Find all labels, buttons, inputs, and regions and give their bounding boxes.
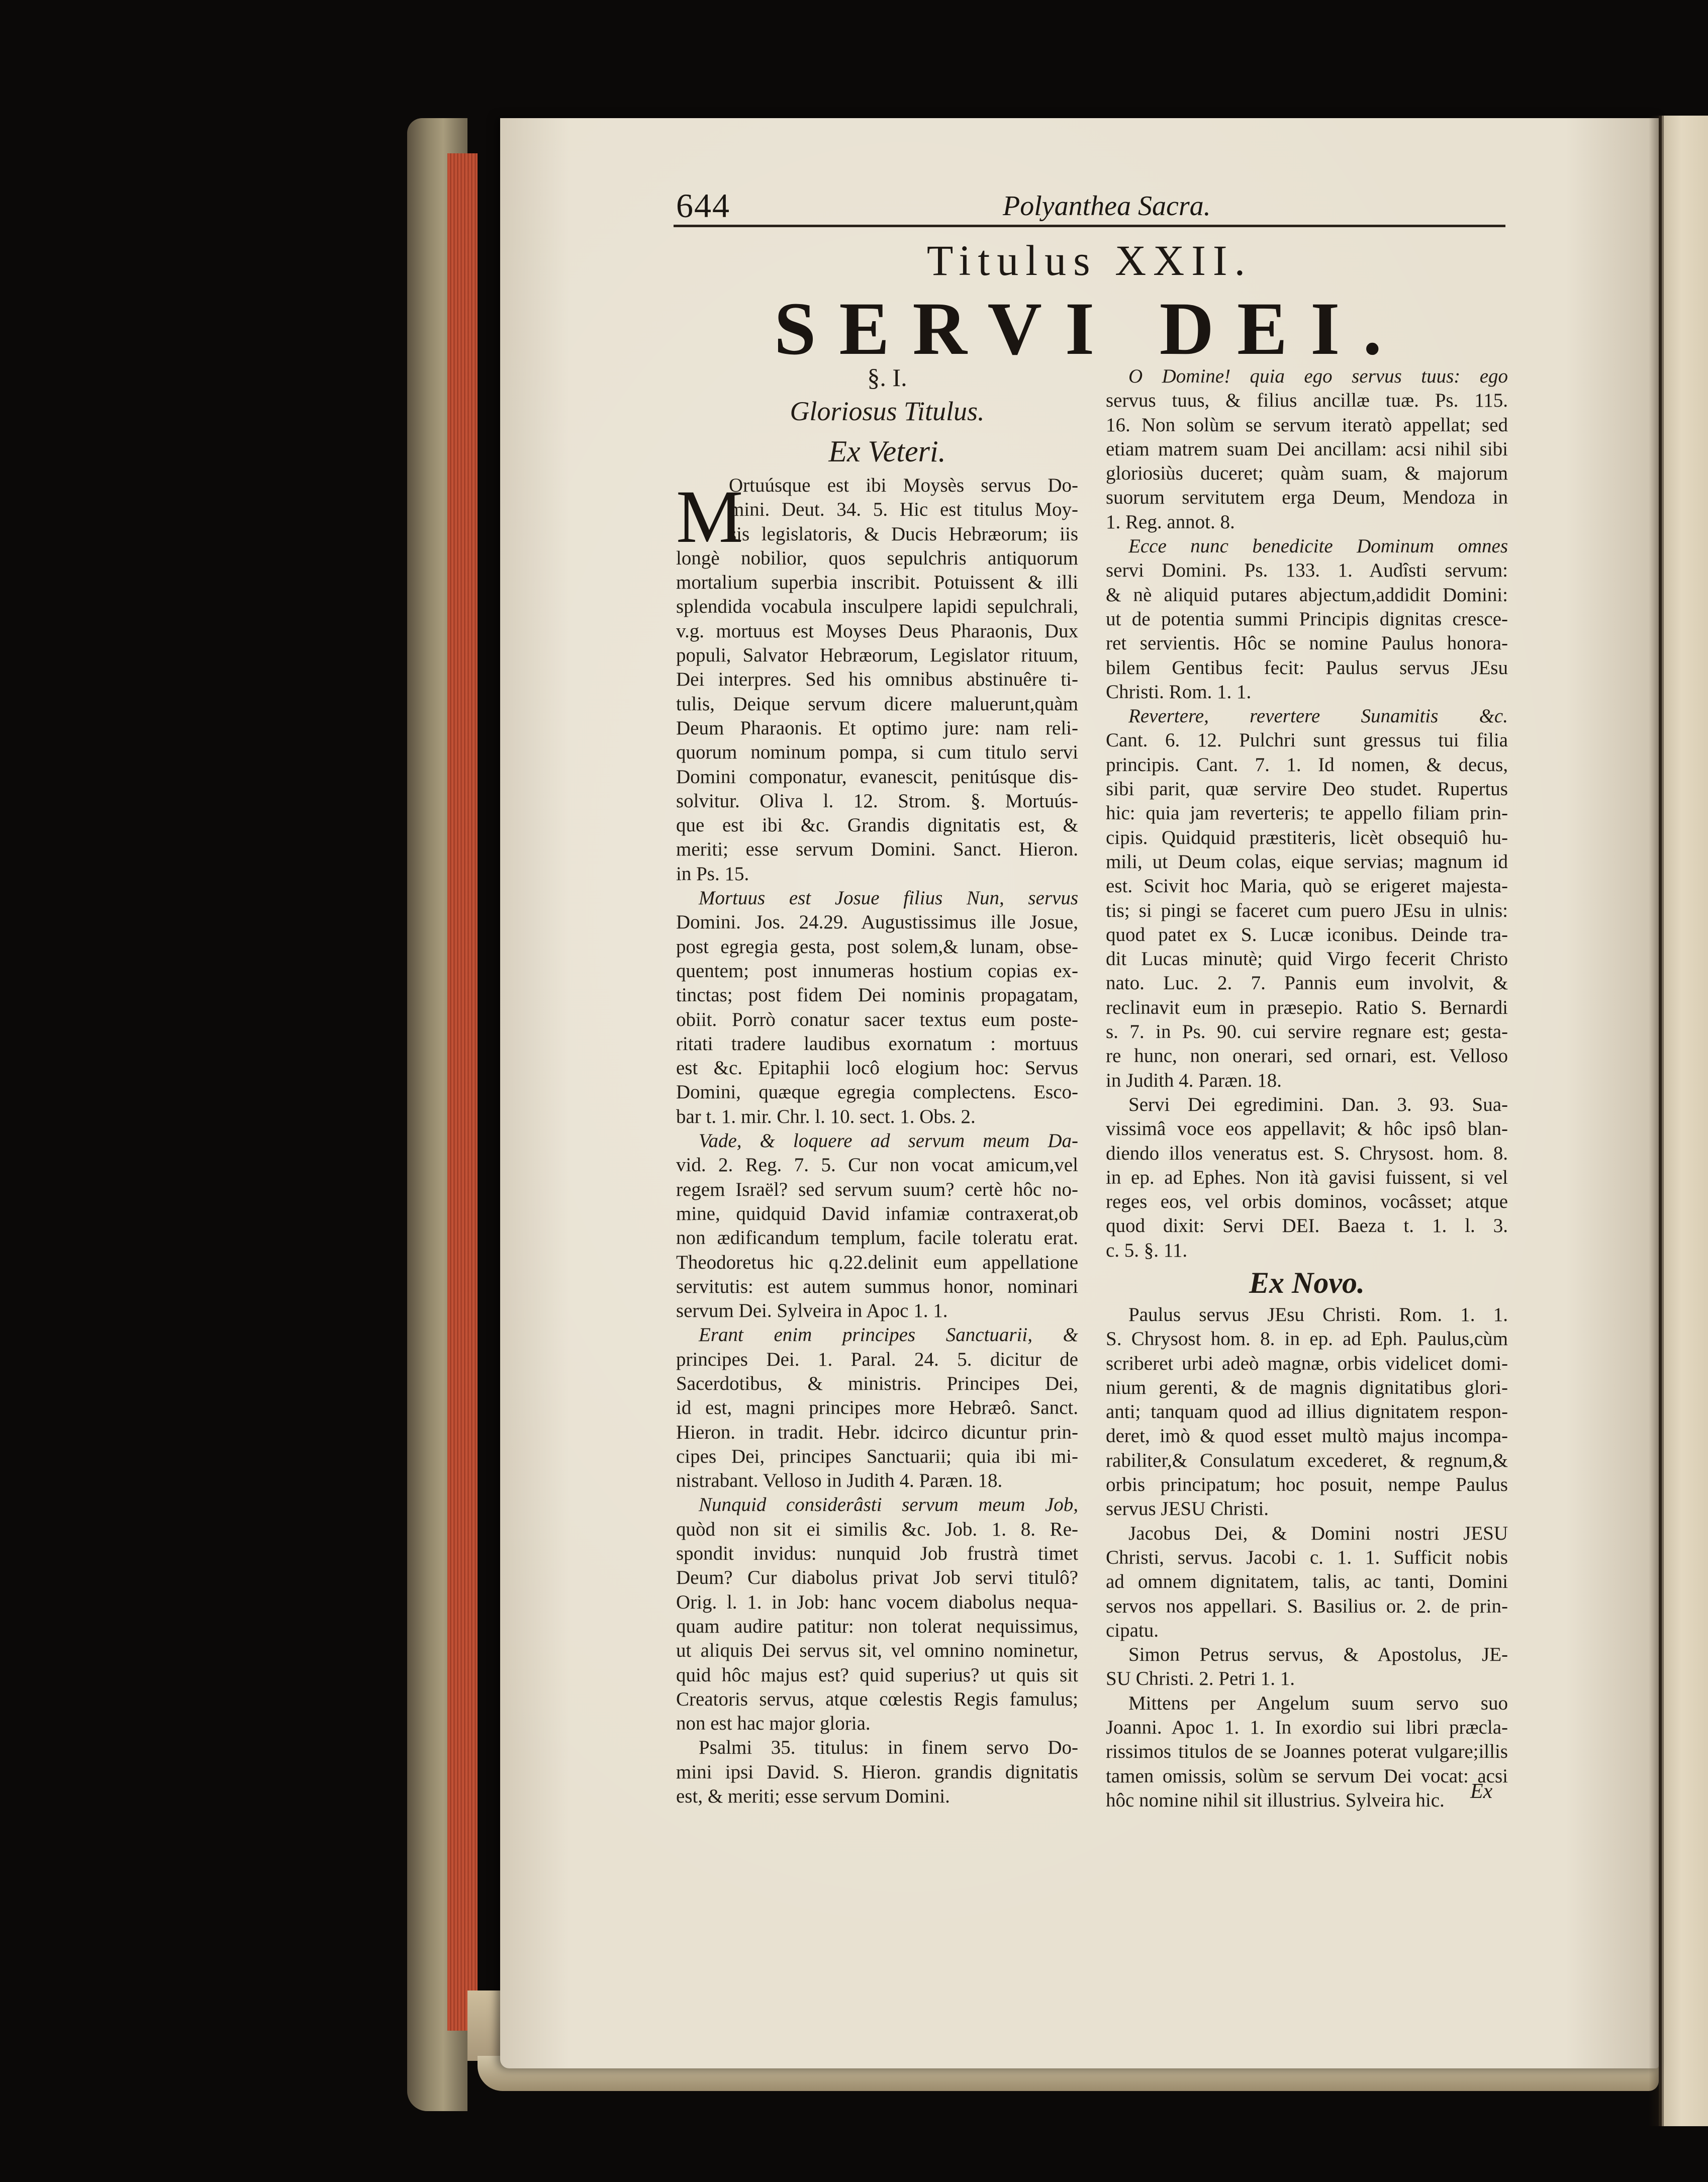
subheading-old-testament: Ex Veteri.	[828, 435, 946, 468]
text-line: mortalium superbia inscribit. Potuissent & illi	[676, 572, 1078, 594]
text-line: tulis, Deique servum dicere maluerunt,quàm	[676, 693, 1078, 715]
drop-cap: M	[676, 475, 743, 558]
text-line: servus tuus, & filius ancillæ tuæ. Ps. 115.	[1106, 390, 1508, 412]
text-line: mini. Deut. 34. 5. Hic est titulus Moy-	[729, 499, 1078, 521]
text-line: quorum nominum pompa, si cum titulo servi	[676, 741, 1078, 764]
text-line: non est hac major gloria.	[676, 1713, 871, 1735]
text-line: 1. Reg. annot. 8.	[1106, 511, 1235, 533]
text-line: meriti; esse servum Domini. Sanct. Hieron.	[676, 838, 1078, 861]
text-line: non ædificandum templum, facile toleratu erat.	[676, 1227, 1078, 1249]
text-line: in Judith 4. Paræn. 18.	[1106, 1069, 1282, 1091]
text-line: mine, quidquid David infamiæ contraxerat,ob	[676, 1202, 1078, 1224]
subheading-new-testament: Ex Novo.	[1249, 1266, 1365, 1299]
titulus-heading: Titulus XXII.	[926, 236, 1253, 284]
section-number: §. I.	[867, 363, 907, 392]
text-line: reclinavit eum in præsepio. Ratio S. Bernardi	[1106, 996, 1508, 1018]
text-line: Hieron. in tradit. Hebr. idcirco dicuntur prin-	[676, 1421, 1078, 1443]
text-line: hôc nomine nihil sit illustrius. Sylveira hic.	[1106, 1789, 1445, 1811]
text-line: spondit invidus: nunquid Job frustrà timet	[676, 1543, 1078, 1565]
text-line: Domini componatur, evanescit, penitúsque dis-	[676, 766, 1078, 788]
text-line: Theodoretus hic q.22.delinit eum appellatione	[676, 1251, 1078, 1273]
text-line: orbis principatum; hoc posuit, nempe Paulus	[1106, 1474, 1508, 1496]
text-line: cipis. Quidquid præstiteris, licèt obsequiô hu-	[1106, 826, 1508, 848]
text-line: 16. Non solùm se servum iteratò appellat; sed	[1106, 414, 1508, 436]
running-title: Polyanthea Sacra.	[1003, 191, 1211, 222]
section-title: Gloriosus Titulus.	[790, 396, 985, 426]
text-line: regem Israël? sed servum suum? certè hôc no-	[676, 1178, 1078, 1200]
text-line: tinctas; post fidem Dei nominis propagatam,	[676, 984, 1078, 1006]
facing-page	[1659, 116, 1708, 2126]
text-line: & nè aliquid putares abjectum,addidit Domini:	[1106, 584, 1508, 606]
text-line: Simon Petrus servus, & Apostolus, JE-	[1128, 1644, 1508, 1666]
page-edges-red	[447, 153, 478, 2031]
text-line: ut de potentia summi Principis dignitas cresce-	[1106, 608, 1508, 630]
text-line: cipes Dei, principes Sanctuarii; quia ibi mi-	[676, 1445, 1078, 1467]
left-column	[676, 362, 1078, 1809]
text-line: Orig. l. 1. in Job: hanc vocem diabolus nequa-	[676, 1591, 1078, 1613]
text-line: Ortuúsque est ibi Moysès servus Do-	[729, 475, 1078, 496]
text-line: Domini. Jos. 24.29. Augustissimus ille Josue,	[676, 911, 1078, 933]
text-line: hic: quia jam reverteris; te appello filiam prin-	[1106, 802, 1508, 824]
text-line: servum Dei. Sylveira in Apoc 1. 1.	[676, 1300, 948, 1322]
text-line: ritati tradere laudibus exornatum : mortuus	[676, 1032, 1078, 1055]
text-line: quod dixit: Servi DEI. Baeza t. 1. l. 3.	[1106, 1215, 1508, 1237]
text-line: mili, ut Deum colas, eique servias; magnum id	[1106, 850, 1508, 873]
text-line: que est ibi &c. Grandis dignitatis est, &	[676, 814, 1078, 836]
text-line: Cant. 6. 12. Pulchri sunt gressus tui filia	[1106, 729, 1508, 751]
right-column-text-a	[1106, 364, 1508, 1263]
text-line: c. 5. §. 11.	[1106, 1239, 1188, 1261]
text-line: servitutis: est autem summus honor, nominari	[676, 1275, 1078, 1297]
text-line: quid hôc majus est? quid superius? ut quis sit	[676, 1664, 1078, 1686]
main-title: SERVI DEI.	[774, 287, 1405, 370]
text-line: populi, Salvator Hebræorum, Legislator rituum,	[676, 644, 1078, 667]
text-line: quod patet ex S. Lucæ iconibus. Deinde tra-	[1106, 923, 1508, 945]
gutter-shadow	[1649, 116, 1664, 2126]
text-line: principes Dei. 1. Paral. 24. 5. dicitur de	[676, 1348, 1078, 1370]
text-line: anti; tanquam quod ad illius dignitatem respon-	[1106, 1401, 1508, 1423]
text-line: Psalmi 35. titulus: in finem servo Do-	[699, 1737, 1078, 1759]
text-line: servos nos appellari. S. Basilius or. 2. de prin-	[1106, 1595, 1508, 1617]
text-line: Nunquid considerâsti servum meum Job,	[699, 1494, 1078, 1516]
text-line: Deum? Cur diabolus privat Job servi titulô?	[676, 1567, 1078, 1589]
text-line: quentem; post innumeras hostium copias ex-	[676, 960, 1078, 982]
text-line: etiam matrem suam Dei ancillam: acsi nihil sibi	[1106, 438, 1508, 460]
text-line: Mittens per Angelum suum servo suo	[1128, 1692, 1508, 1714]
text-line: servi Domini. Ps. 133. 1. Audîsti servum:	[1106, 559, 1508, 582]
page-number: 644	[676, 186, 730, 225]
text-line: in ep. ad Ephes. Non ità gavisi fuissent, si vel	[1106, 1166, 1508, 1188]
text-line: bar t. 1. mir. Chr. l. 10. sect. 1. Obs. 2.	[676, 1105, 976, 1127]
text-line: est, & meriti; esse servum Domini.	[676, 1785, 950, 1808]
text-line: cipatu.	[1106, 1619, 1159, 1641]
text-line: Jacobus Dei, & Domini nostri JESU	[1128, 1522, 1508, 1544]
text-line: deret, imò & quod esset multò majus incompa-	[1106, 1425, 1508, 1447]
text-line: ut aliquis Dei servus sit, vel omnino nominetur,	[676, 1640, 1078, 1662]
text-line: post egregia gesta, post solem,& lunam, obse-	[676, 935, 1078, 958]
text-line: nistrabant. Velloso in Judith 4. Paræn. 18.	[676, 1470, 1003, 1492]
text-line: nato. Luc. 2. 7. Pannis eum involvit, &	[1106, 972, 1508, 994]
text-line: ad omnem dignitatem, talis, ac tanti, Domini	[1106, 1571, 1508, 1593]
text-line: Deum Pharaonis. Et optimo jure: nam reli-	[676, 717, 1078, 739]
text-line: Ecce nunc benedicite Dominum omnes	[1128, 535, 1508, 557]
text-line: id est, magni principes more Hebræô. Sanct.	[676, 1397, 1078, 1419]
right-column-text-b	[1106, 1303, 1508, 1813]
text-line: v.g. mortuus est Moyses Deus Pharaonis, Dux	[676, 620, 1078, 642]
text-line: Christi, servus. Jacobi c. 1. 1. Sufficit nobis	[1106, 1546, 1508, 1568]
text-line: Dei interpres. Sed his omnibus abstinuêre ti-	[676, 669, 1078, 691]
text-line: sibi parit, quæ servire Deo studet. Rupertus	[1106, 778, 1508, 800]
text-line: Paulus servus JEsu Christi. Rom. 1. 1.	[1128, 1303, 1508, 1325]
catchword: Ex	[1470, 1780, 1493, 1803]
text-line: re hunc, non onerari, sed ornari, est. Velloso	[1106, 1045, 1508, 1067]
text-line: Mortuus est Josue filius Nun, servus	[699, 887, 1078, 909]
text-line: vid. 2. Reg. 7. 5. Cur non vocat amicum,vel	[676, 1154, 1078, 1176]
text-line: est. Scivit hoc Maria, quò se erigeret majesta-	[1106, 875, 1508, 897]
text-line: obiit. Porrò conatur sacer textus eum poste-	[676, 1008, 1078, 1030]
text-line: rabiliter,& Consulatum excederet, & regnum,&	[1106, 1449, 1508, 1471]
text-line: S. Chrysost hom. 8. in ep. ad Eph. Paulus,cùm	[1106, 1328, 1508, 1350]
text-line: tis; si pingi se faceret cum puero JEsu in ulnis:	[1106, 899, 1508, 921]
text-line: servus JESU Christi.	[1106, 1498, 1269, 1520]
text-line: SU Christi. 2. Petri 1. 1.	[1106, 1668, 1295, 1690]
text-line: ret servientis. Hôc se nomine Paulus honora-	[1106, 632, 1508, 654]
text-line: quam audire patitur: non tolerat nequissimus,	[676, 1615, 1078, 1637]
text-line: scriberet urbi adeò magnæ, orbis videlicet domi-	[1106, 1352, 1508, 1374]
text-line: Christi. Rom. 1. 1.	[1106, 681, 1252, 703]
text-line: est &c. Epitaphii locô elogium hoc: Servus	[676, 1057, 1078, 1079]
text-line: in Ps. 15.	[676, 863, 749, 885]
text-line: principis. Cant. 7. 1. Id nomen, & decus,	[1106, 753, 1508, 776]
text-line: O Domine! quia ego servus tuus: ego	[1128, 365, 1508, 387]
text-line: nium gerenti, & de magnis dignitatibus glori-	[1106, 1376, 1508, 1398]
text-line: Erant enim principes Sanctuarii, &	[699, 1324, 1078, 1346]
text-line: sis legislatoris, & Ducis Hebræorum; iis	[729, 523, 1078, 545]
text-line: splendida vocabula insculpere lapidi sepulchrali,	[676, 596, 1078, 618]
text-line: suorum servitutem erga Deum, Mendoza in	[1106, 487, 1508, 509]
text-line: Vade, & loquere ad servum meum Da-	[699, 1130, 1078, 1152]
text-line: longè nobilior, quos sepulchris antiquorum	[676, 547, 1078, 569]
text-line: bilem Gentibus fecit: Paulus servus JEsu	[1106, 656, 1508, 679]
text-line: vissimâ voce eos appellavit; & hôc ipsô blan-	[1106, 1118, 1508, 1140]
text-line: solvitur. Oliva l. 12. Strom. §. Mortuús-	[676, 790, 1078, 812]
header-rule	[674, 225, 1505, 227]
text-line: Domini, quæque egregia complectens. Esco-	[676, 1081, 1078, 1103]
text-line: diendo illos veneratus est. S. Chrysost. hom. 8.	[1106, 1142, 1508, 1164]
text-line: dit Lucas minutè; quid Virgo fecerit Christo	[1106, 948, 1508, 970]
text-line: Servi Dei egredimini. Dan. 3. 93. Sua-	[1128, 1093, 1508, 1115]
text-line: Joanni. Apoc 1. 1. In exordio sui libri præcla-	[1106, 1717, 1508, 1739]
text-line: Creatoris servus, atque cœlestis Regis famulus;	[676, 1688, 1078, 1710]
text-line: Sacerdotibus, & ministris. Principes Dei,	[676, 1372, 1078, 1394]
text-line: gloriosiùs duceret; quàm suam, & majorum	[1106, 462, 1508, 485]
right-column	[1106, 364, 1508, 1813]
left-column-text	[676, 473, 1078, 1809]
text-line: reges eos, vel orbis dominos, vocâsset; atque	[1106, 1191, 1508, 1213]
text-line: Revertere, revertere Sunamitis &c.	[1128, 705, 1508, 727]
text-line: s. 7. in Ps. 90. cui servire regnare est; gesta-	[1106, 1021, 1508, 1043]
text-line: quòd non sit ei similis &c. Job. 1. 8. Re-	[676, 1518, 1078, 1540]
text-line: mini ipsi David. S. Hieron. grandis dignitatis	[676, 1761, 1078, 1783]
text-line: rissimos titulos de se Joannes poterat vulgare;illis	[1106, 1741, 1508, 1763]
text-line: tamen omissis, solùm se servum Dei vocat: acsi	[1106, 1765, 1508, 1787]
